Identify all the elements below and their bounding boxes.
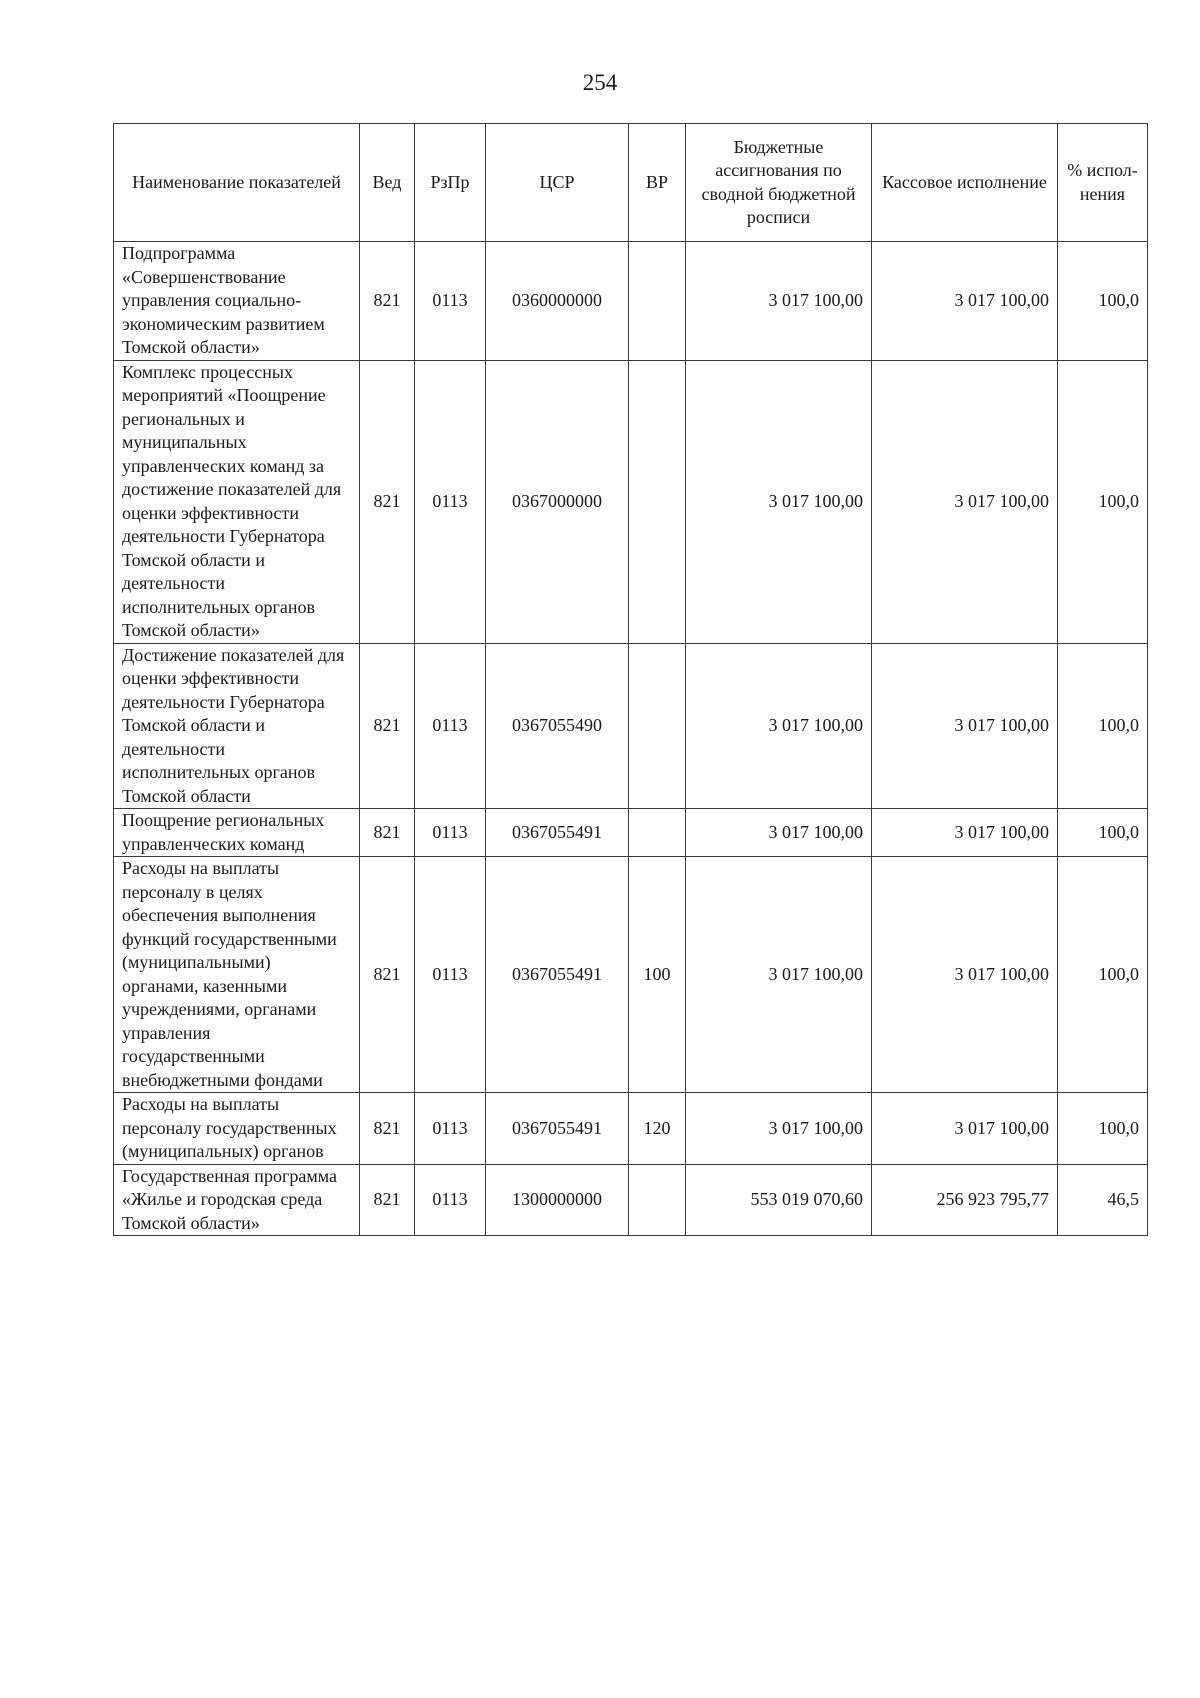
row-percent: 100,0: [1058, 1093, 1148, 1165]
row-budget: 3 017 100,00: [686, 809, 872, 857]
row-percent: 100,0: [1058, 857, 1148, 1093]
row-csr: 0360000000: [486, 242, 629, 361]
row-csr: 0367055491: [486, 857, 629, 1093]
row-rzpr: 0113: [415, 242, 486, 361]
row-cash: 3 017 100,00: [872, 360, 1058, 643]
row-budget: 553 019 070,60: [686, 1164, 872, 1236]
header-rzpr: РзПр: [415, 124, 486, 242]
row-budget: 3 017 100,00: [686, 643, 872, 809]
row-vr: [629, 242, 686, 361]
header-name: Наименование показателей: [114, 124, 360, 242]
row-vr: 100: [629, 857, 686, 1093]
row-rzpr: 0113: [415, 360, 486, 643]
row-ved: 821: [360, 643, 415, 809]
header-percent: % испол-нения: [1058, 124, 1148, 242]
row-budget: 3 017 100,00: [686, 1093, 872, 1165]
row-vr: [629, 643, 686, 809]
row-csr: 0367000000: [486, 360, 629, 643]
row-name: Комплекс процессных мероприятий «Поощрение региональных и муниципальных управленческих команд за достижение показателей для оценки эффективности деятельности Губернатора Томской области и деятельности исполнительных органов Томской области»: [114, 360, 360, 643]
row-budget: 3 017 100,00: [686, 242, 872, 361]
row-percent: 100,0: [1058, 242, 1148, 361]
row-cash: 3 017 100,00: [872, 242, 1058, 361]
row-vr: [629, 1164, 686, 1236]
row-csr: 1300000000: [486, 1164, 629, 1236]
table-row: [114, 360, 1148, 643]
row-name: Расходы на выплаты персоналу государственных (муниципальных) органов: [114, 1093, 360, 1165]
row-rzpr: 0113: [415, 1093, 486, 1165]
table-row: [114, 857, 1148, 1093]
row-ved: 821: [360, 360, 415, 643]
table-row: [114, 809, 1148, 857]
row-csr: 0367055490: [486, 643, 629, 809]
row-percent: 100,0: [1058, 809, 1148, 857]
row-ved: 821: [360, 242, 415, 361]
row-ved: 821: [360, 857, 415, 1093]
row-csr: 0367055491: [486, 1093, 629, 1165]
row-cash: 3 017 100,00: [872, 857, 1058, 1093]
row-vr: [629, 809, 686, 857]
row-rzpr: 0113: [415, 1164, 486, 1236]
row-rzpr: 0113: [415, 809, 486, 857]
table-row: [114, 1093, 1148, 1165]
row-cash: 3 017 100,00: [872, 1093, 1058, 1165]
page-number: 254: [582, 70, 618, 95]
row-cash: 256 923 795,77: [872, 1164, 1058, 1236]
row-name: Достижение показателей для оценки эффективности деятельности Губернатора Томской области и деятельности исполнительных органов Томской области: [114, 643, 360, 809]
row-percent: 46,5: [1058, 1164, 1148, 1236]
row-vr: 120: [629, 1093, 686, 1165]
header-csr: ЦСР: [486, 124, 629, 242]
row-budget: 3 017 100,00: [686, 857, 872, 1093]
row-percent: 100,0: [1058, 360, 1148, 643]
row-ved: 821: [360, 809, 415, 857]
row-cash: 3 017 100,00: [872, 643, 1058, 809]
row-csr: 0367055491: [486, 809, 629, 857]
row-ved: 821: [360, 1164, 415, 1236]
header-budget: Бюджетные ассигнования по сводной бюджетной росписи: [686, 124, 872, 242]
row-cash: 3 017 100,00: [872, 809, 1058, 857]
row-vr: [629, 360, 686, 643]
table-header-row: [114, 124, 1148, 242]
row-name: Расходы на выплаты персоналу в целях обеспечения выполнения функций государственными (муниципальными) органами, казенными учреждениями, органами управления государственными внебюджетными фондами: [114, 857, 360, 1093]
budget-execution-table: [113, 123, 1148, 1236]
row-percent: 100,0: [1058, 643, 1148, 809]
row-budget: 3 017 100,00: [686, 360, 872, 643]
row-name: Подпрограмма «Совершенствование управления социально-экономическим развитием Томской области»: [114, 242, 360, 361]
row-rzpr: 0113: [415, 857, 486, 1093]
row-name: Государственная программа «Жилье и городская среда Томской области»: [114, 1164, 360, 1236]
row-rzpr: 0113: [415, 643, 486, 809]
row-name: Поощрение региональных управленческих команд: [114, 809, 360, 857]
table-row: [114, 242, 1148, 361]
header-vr: ВР: [629, 124, 686, 242]
header-cash: Кассовое исполнение: [872, 124, 1058, 242]
row-ved: 821: [360, 1093, 415, 1165]
table-row: [114, 643, 1148, 809]
header-ved: Вед: [360, 124, 415, 242]
table-row: [114, 1164, 1148, 1236]
